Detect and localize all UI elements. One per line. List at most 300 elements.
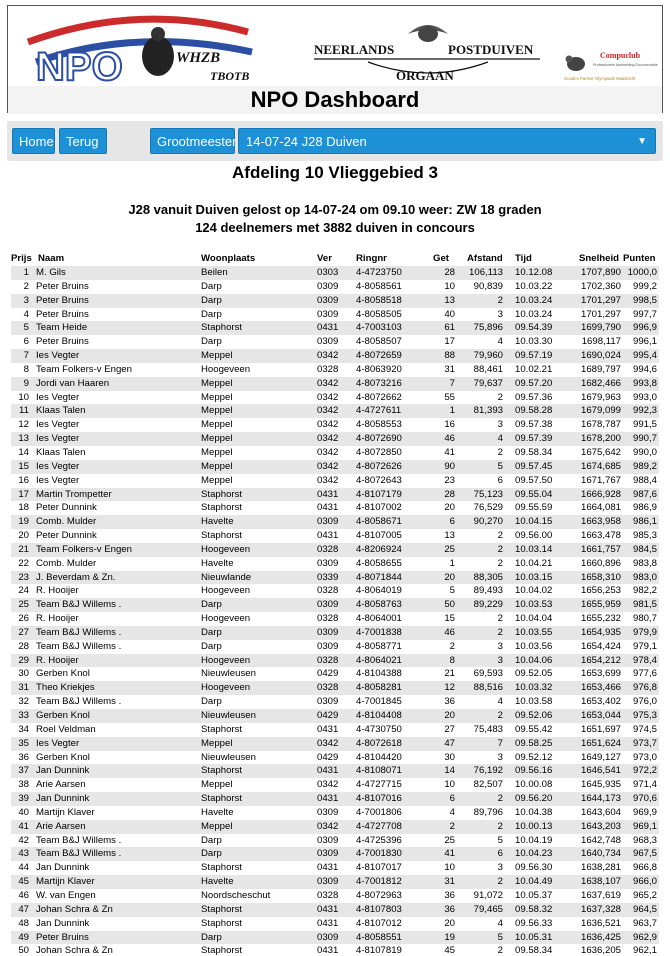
- cell-punten: 975,3: [632, 710, 657, 721]
- cell-snelheid: 1651,697: [580, 723, 621, 735]
- cell-ver: 0431: [317, 488, 339, 500]
- cell-snelheid: 1666,928: [580, 488, 621, 500]
- cell-woonplaats: Hoogeveen: [201, 585, 251, 597]
- cell-tijd: 09.57.20: [515, 377, 553, 389]
- cell-snelheid: 1663,958: [580, 516, 621, 528]
- table-row: [11, 709, 659, 723]
- table-row: [11, 723, 659, 737]
- cell-punten: 998,5: [632, 294, 657, 306]
- cell-punten: 995,4: [632, 350, 657, 362]
- cell-snelheid: 1679,099: [580, 405, 621, 417]
- table-row: [11, 681, 659, 695]
- cell-get: 1: [449, 405, 455, 417]
- cell-get: 41: [444, 848, 455, 860]
- cell-prijs: 4: [23, 308, 29, 320]
- race-select[interactable]: [238, 128, 656, 154]
- cell-woonplaats: Darp: [201, 294, 222, 306]
- cell-ringnr: 4-8064021: [356, 654, 402, 666]
- cell-afstand: 81,393: [473, 405, 503, 417]
- cell-afstand: 90,270: [473, 516, 503, 528]
- cell-prijs: 10: [18, 391, 29, 403]
- cell-snelheid: 1679,963: [580, 391, 621, 403]
- cell-prijs: 21: [18, 543, 29, 555]
- cell-woonplaats: Meppel: [201, 779, 233, 791]
- cell-ver: 0431: [317, 862, 339, 874]
- cell-tijd: 09.56.00: [515, 530, 553, 542]
- cell-snelheid: 1645,935: [580, 779, 621, 791]
- cell-get: 31: [444, 363, 455, 375]
- compuclub-sub: Professionele Aanmelding Documentatie: [593, 63, 658, 67]
- cell-ringnr: 4-8107005: [356, 530, 402, 542]
- table-row: [11, 875, 659, 889]
- cell-afstand: 91,072: [473, 889, 503, 901]
- cell-ver: 0342: [317, 405, 339, 417]
- cell-tijd: 10.03.56: [515, 640, 553, 652]
- results-table: [11, 252, 659, 956]
- cell-woonplaats: Staphorst: [201, 765, 243, 777]
- cell-naam: Jordi van Haaren: [36, 377, 110, 389]
- cell-ringnr: 4-8072618: [356, 737, 402, 749]
- cell-woonplaats: Hoogeveen: [201, 654, 251, 666]
- cell-woonplaats: Darp: [201, 640, 222, 652]
- cell-get: 47: [444, 737, 455, 749]
- cell-get: 4: [449, 806, 455, 818]
- cell-naam: Martijn Klaver: [36, 806, 95, 818]
- cell-afstand: 76,529: [473, 502, 503, 514]
- cell-ver: 0342: [317, 446, 339, 458]
- cell-get: 55: [444, 391, 455, 403]
- grandmaster-button[interactable]: Grootmeester: [150, 128, 235, 154]
- cell-ver: 0309: [317, 557, 339, 569]
- cell-tijd: 10.03.14: [515, 543, 553, 555]
- cell-woonplaats: Staphorst: [201, 723, 243, 735]
- cell-get: 20: [444, 917, 455, 929]
- cell-ver: 0342: [317, 737, 339, 749]
- cell-snelheid: 1654,212: [580, 654, 621, 666]
- cell-naam: R. Hooijer: [36, 613, 79, 625]
- cell-tijd: 09.56.16: [515, 765, 553, 777]
- cell-naam: Peter Bruins: [36, 280, 89, 292]
- cell-tijd: 10.04.19: [515, 834, 553, 846]
- cell-punten: 985,3: [632, 530, 657, 542]
- cell-get: 16: [444, 419, 455, 431]
- cell-snelheid: 1649,127: [580, 751, 621, 763]
- cell-get: 17: [444, 336, 455, 348]
- cell-punten: 979,9: [632, 626, 657, 638]
- cell-punten: 965,2: [632, 889, 657, 901]
- cell-punten: 990,7: [632, 433, 657, 445]
- cell-prijs: 50: [18, 945, 29, 956]
- cell-get: 5: [449, 585, 455, 597]
- cell-afstand: 6: [497, 848, 503, 860]
- cell-afstand: 3: [497, 654, 503, 666]
- whzb-text: WHZB: [176, 50, 221, 66]
- table-row: [11, 266, 659, 280]
- cell-afstand: 2: [497, 530, 503, 542]
- cell-prijs: 37: [18, 765, 29, 777]
- cell-ver: 0309: [317, 848, 339, 860]
- cell-naam: Klaas Talen: [36, 446, 86, 458]
- cell-ver: 0429: [317, 668, 339, 680]
- cell-punten: 982,2: [632, 585, 657, 597]
- cell-woonplaats: Meppel: [201, 474, 233, 486]
- tbotb-text: TBOTB: [210, 69, 250, 83]
- cell-naam: R. Hooijer: [36, 585, 79, 597]
- cell-ringnr: 4-8072643: [356, 474, 402, 486]
- cell-prijs: 40: [18, 806, 29, 818]
- cell-naam: Johan Schra & Zn: [36, 903, 113, 915]
- cell-tijd: 10.04.02: [515, 585, 553, 597]
- cell-snelheid: 1636,521: [580, 917, 621, 929]
- cell-woonplaats: Darp: [201, 336, 222, 348]
- cell-ringnr: 4-8072850: [356, 446, 402, 458]
- cell-naam: Martin Trompetter: [36, 488, 112, 500]
- cell-snelheid: 1653,466: [580, 682, 621, 694]
- cell-snelheid: 1642,748: [580, 834, 621, 846]
- cell-woonplaats: Darp: [201, 626, 222, 638]
- cell-ringnr: 4-8064001: [356, 613, 402, 625]
- cell-afstand: 2: [497, 876, 503, 888]
- cell-afstand: 2: [497, 391, 503, 403]
- cell-punten: 997,7: [632, 308, 657, 320]
- cell-naam: Peter Dunnink: [36, 502, 97, 514]
- table-row: [11, 751, 659, 765]
- cell-get: 27: [444, 723, 455, 735]
- cell-prijs: 20: [18, 530, 29, 542]
- cell-get: 10: [444, 779, 455, 791]
- cell-woonplaats: Staphorst: [201, 530, 243, 542]
- table-row: [11, 335, 659, 349]
- header-punten: Punten: [623, 253, 656, 264]
- cell-prijs: 17: [18, 488, 29, 500]
- cell-snelheid: 1654,935: [580, 626, 621, 638]
- cell-naam: Jan Dunnink: [36, 862, 90, 874]
- cell-ver: 0342: [317, 391, 339, 403]
- cell-prijs: 9: [23, 377, 29, 389]
- cell-naam: Team B&J Willems .: [36, 848, 122, 860]
- cell-woonplaats: Meppel: [201, 820, 233, 832]
- table-row: [11, 349, 659, 363]
- cell-prijs: 48: [18, 917, 29, 929]
- cell-tijd: 10.04.21: [515, 557, 553, 569]
- cell-ver: 0328: [317, 543, 339, 555]
- banner: [8, 6, 662, 86]
- cell-woonplaats: Nieuwleusen: [201, 751, 256, 763]
- cell-punten: 994,6: [632, 363, 657, 375]
- cell-tijd: 09.56.33: [515, 917, 553, 929]
- home-button[interactable]: Home: [12, 128, 55, 154]
- cell-afstand: 6: [497, 474, 503, 486]
- cell-ringnr: 4-8104408: [356, 710, 402, 721]
- cell-naam: Ies Vegter: [36, 460, 80, 472]
- cell-naam: Team Folkers-v Engen: [36, 363, 132, 375]
- cell-get: 13: [444, 294, 455, 306]
- table-row: [11, 488, 659, 502]
- cell-snelheid: 1699,790: [580, 322, 621, 334]
- cell-ver: 0309: [317, 806, 339, 818]
- cell-tijd: 09.54.39: [515, 322, 553, 334]
- cell-prijs: 47: [18, 903, 29, 915]
- cell-ver: 0342: [317, 377, 339, 389]
- cell-woonplaats: Meppel: [201, 433, 233, 445]
- cell-naam: Ies Vegter: [36, 391, 80, 403]
- cell-get: 36: [444, 696, 455, 708]
- cell-woonplaats: Havelte: [201, 516, 234, 528]
- table-row: [11, 778, 659, 792]
- compuclub-logo[interactable]: [560, 48, 660, 84]
- cell-punten: 969,9: [632, 806, 657, 818]
- cell-punten: 974,5: [632, 723, 657, 735]
- cell-ringnr: 4-7001812: [356, 876, 402, 888]
- cell-prijs: 44: [18, 862, 29, 874]
- cell-tijd: 09.55.59: [515, 502, 553, 514]
- cell-naam: Ies Vegter: [36, 474, 80, 486]
- cell-ringnr: 4-8072626: [356, 460, 402, 472]
- cell-woonplaats: Staphorst: [201, 917, 243, 929]
- cell-ringnr: 4-8072963: [356, 889, 402, 901]
- cell-prijs: 46: [18, 889, 29, 901]
- table-row: [11, 515, 659, 529]
- cell-tijd: 10.00.08: [515, 779, 553, 791]
- cell-ringnr: 4-4725396: [356, 834, 402, 846]
- cell-punten: 972,2: [632, 765, 657, 777]
- cell-snelheid: 1658,310: [580, 571, 621, 583]
- cell-woonplaats: Nieuwleusen: [201, 668, 256, 680]
- cell-snelheid: 1653,699: [580, 668, 621, 680]
- cell-get: 25: [444, 834, 455, 846]
- cell-ver: 0309: [317, 640, 339, 652]
- cell-punten: 966,8: [632, 862, 657, 874]
- header-get: Get: [433, 253, 449, 264]
- cell-get: 8: [449, 654, 455, 666]
- cell-get: 10: [444, 862, 455, 874]
- cell-naam: Jan Dunnink: [36, 793, 90, 805]
- back-button[interactable]: Terug: [59, 128, 107, 154]
- cell-ringnr: 4-8107819: [356, 945, 402, 956]
- cell-woonplaats: Darp: [201, 599, 222, 611]
- cell-tijd: 10.12.08: [515, 267, 553, 278]
- cell-ver: 0431: [317, 530, 339, 542]
- cell-naam: Team Folkers-v Engen: [36, 543, 132, 555]
- table-row: [11, 917, 659, 931]
- cell-snelheid: 1646,541: [580, 765, 621, 777]
- cell-prijs: 41: [18, 820, 29, 832]
- table-row: [11, 612, 659, 626]
- cell-ver: 0342: [317, 350, 339, 362]
- cell-get: 14: [444, 765, 455, 777]
- cell-tijd: 10.03.24: [515, 308, 553, 320]
- cell-ringnr: 4-8058561: [356, 280, 402, 292]
- cell-punten: 964,5: [632, 903, 657, 915]
- cell-naam: Theo Kriekjes: [36, 682, 95, 694]
- cell-snelheid: 1636,205: [580, 945, 621, 956]
- cell-woonplaats: Darp: [201, 931, 222, 943]
- cell-punten: 986,1: [632, 516, 657, 528]
- cell-prijs: 11: [19, 405, 29, 417]
- cell-naam: Team Heide: [36, 322, 88, 334]
- cell-ringnr: 4-7001838: [356, 626, 402, 638]
- cell-ver: 0431: [317, 917, 339, 929]
- cell-afstand: 2: [497, 710, 503, 721]
- cell-snelheid: 1664,081: [580, 502, 621, 514]
- table-row: [11, 404, 659, 418]
- cell-ver: 0431: [317, 793, 339, 805]
- cell-prijs: 13: [18, 433, 29, 445]
- cell-ringnr: 4-8072659: [356, 350, 402, 362]
- cell-get: 20: [444, 571, 455, 583]
- cell-ver: 0328: [317, 889, 339, 901]
- cell-snelheid: 1663,478: [580, 530, 621, 542]
- cell-afstand: 69,593: [473, 668, 503, 680]
- cell-tijd: 09.58.32: [515, 903, 553, 915]
- cell-punten: 976,8: [632, 682, 657, 694]
- cell-get: 6: [449, 793, 455, 805]
- cell-afstand: 2: [497, 626, 503, 638]
- cell-tijd: 09.58.34: [515, 446, 553, 458]
- cell-punten: 981,5: [632, 599, 657, 611]
- cell-ringnr: 4-4727715: [356, 779, 402, 791]
- cell-ver: 0429: [317, 710, 339, 721]
- orgaan-text: ORGAAN: [396, 68, 454, 83]
- cell-get: 46: [444, 626, 455, 638]
- cell-ver: 0309: [317, 599, 339, 611]
- cell-ringnr: 4-8058553: [356, 419, 402, 431]
- cell-punten: 986,9: [632, 502, 657, 514]
- cell-snelheid: 1674,685: [580, 460, 621, 472]
- table-row: [11, 571, 659, 585]
- cell-tijd: 09.52.05: [515, 668, 553, 680]
- cell-ringnr: 4-8104388: [356, 668, 402, 680]
- cell-get: 45: [444, 945, 455, 956]
- cell-prijs: 14: [18, 446, 29, 458]
- cell-naam: Team B&J Willems .: [36, 599, 122, 611]
- participants-info: 124 deelnemers met 3882 duiven in concours: [195, 220, 475, 235]
- cell-prijs: 19: [18, 516, 29, 528]
- cell-tijd: 10.03.24: [515, 294, 553, 306]
- cell-get: 30: [444, 751, 455, 763]
- cell-ver: 0309: [317, 294, 339, 306]
- cell-tijd: 09.52.12: [515, 751, 553, 763]
- cell-tijd: 09.57.38: [515, 419, 553, 431]
- cell-naam: Ies Vegter: [36, 419, 80, 431]
- cell-snelheid: 1689,797: [580, 363, 621, 375]
- cell-afstand: 88,461: [473, 363, 503, 375]
- cell-snelheid: 1640,734: [580, 848, 621, 860]
- cell-ringnr: 4-8058505: [356, 308, 402, 320]
- cell-naam: Gerben Knol: [36, 668, 90, 680]
- table-row: [11, 363, 659, 377]
- cell-prijs: 34: [18, 723, 29, 735]
- npo-logo[interactable]: [18, 12, 288, 84]
- section-title: Afdeling 10 Vlieggebied 3: [232, 163, 438, 182]
- cell-ver: 0309: [317, 336, 339, 348]
- cell-afstand: 2: [497, 945, 503, 956]
- cell-afstand: 3: [497, 862, 503, 874]
- table-row: [11, 944, 659, 956]
- site-header: [7, 5, 663, 113]
- header-ver: Ver: [317, 253, 332, 264]
- cell-ver: 0431: [317, 945, 339, 956]
- cell-tijd: 09.55.42: [515, 723, 553, 735]
- table-row: [11, 308, 659, 322]
- cell-naam: W. van Engen: [36, 889, 96, 901]
- cell-snelheid: 1644,173: [580, 793, 621, 805]
- cell-prijs: 28: [18, 640, 29, 652]
- cell-tijd: 10.00.13: [515, 820, 553, 832]
- cell-afstand: 79,465: [473, 903, 503, 915]
- cell-tijd: 10.05.31: [515, 931, 553, 943]
- cell-afstand: 7: [497, 737, 503, 749]
- table-row: [11, 792, 659, 806]
- cell-get: 88: [444, 350, 455, 362]
- cell-punten: 962,9: [632, 931, 657, 943]
- cell-prijs: 26: [18, 613, 29, 625]
- cell-woonplaats: Meppel: [201, 405, 233, 417]
- compuclub-text: Compuclub: [600, 51, 641, 60]
- cell-tijd: 10.02.21: [515, 363, 553, 375]
- cell-naam: Klaas Talen: [36, 405, 86, 417]
- cell-woonplaats: Havelte: [201, 806, 234, 818]
- cell-ringnr: 4-8108071: [356, 765, 402, 777]
- cell-get: 2: [449, 820, 455, 832]
- cell-get: 12: [444, 682, 455, 694]
- table-row: [11, 654, 659, 668]
- cell-ringnr: 4-4727708: [356, 820, 402, 832]
- cell-punten: 979,1: [632, 640, 657, 652]
- cell-punten: 966,0: [632, 876, 657, 888]
- cell-prijs: 38: [18, 779, 29, 791]
- cell-punten: 969,1: [632, 820, 657, 832]
- cell-get: 10: [444, 280, 455, 292]
- table-row: [11, 889, 659, 903]
- cell-punten: 962,1: [632, 945, 657, 956]
- cell-get: 6: [449, 516, 455, 528]
- header-woonplaats: Woonplaats: [201, 253, 256, 264]
- cell-ringnr: 4-4730750: [356, 723, 402, 735]
- cell-prijs: 2: [23, 280, 29, 292]
- cell-afstand: 89,796: [473, 806, 503, 818]
- table-row: [11, 737, 659, 751]
- cell-snelheid: 1671,767: [580, 474, 621, 486]
- cell-ringnr: 4-8058655: [356, 557, 402, 569]
- cell-tijd: 10.03.58: [515, 696, 553, 708]
- cell-afstand: 79,960: [473, 350, 503, 362]
- cell-naam: Comb. Mulder: [36, 516, 97, 528]
- cell-woonplaats: Staphorst: [201, 862, 243, 874]
- table-row: [11, 391, 659, 405]
- cell-snelheid: 1678,787: [580, 419, 621, 431]
- cell-punten: 993,8: [632, 377, 657, 389]
- cell-snelheid: 1702,360: [580, 280, 621, 292]
- cell-naam: Martijn Klaver: [36, 876, 95, 888]
- cell-ringnr: 4-7003103: [356, 322, 402, 334]
- cell-afstand: 5: [497, 931, 503, 943]
- cell-afstand: 4: [497, 433, 503, 445]
- cell-prijs: 6: [23, 336, 29, 348]
- cell-prijs: 5: [23, 322, 29, 334]
- table-row: [11, 321, 659, 335]
- cell-get: 31: [444, 876, 455, 888]
- cell-snelheid: 1643,203: [580, 820, 621, 832]
- cell-snelheid: 1660,896: [580, 557, 621, 569]
- cell-afstand: 3: [497, 308, 503, 320]
- cell-punten: 991,5: [632, 419, 657, 431]
- cell-tijd: 09.56.30: [515, 862, 553, 874]
- cell-afstand: 88,516: [473, 682, 503, 694]
- cell-ringnr: 4-8058281: [356, 682, 402, 694]
- cell-woonplaats: Staphorst: [201, 322, 243, 334]
- cell-snelheid: 1701,297: [580, 294, 621, 306]
